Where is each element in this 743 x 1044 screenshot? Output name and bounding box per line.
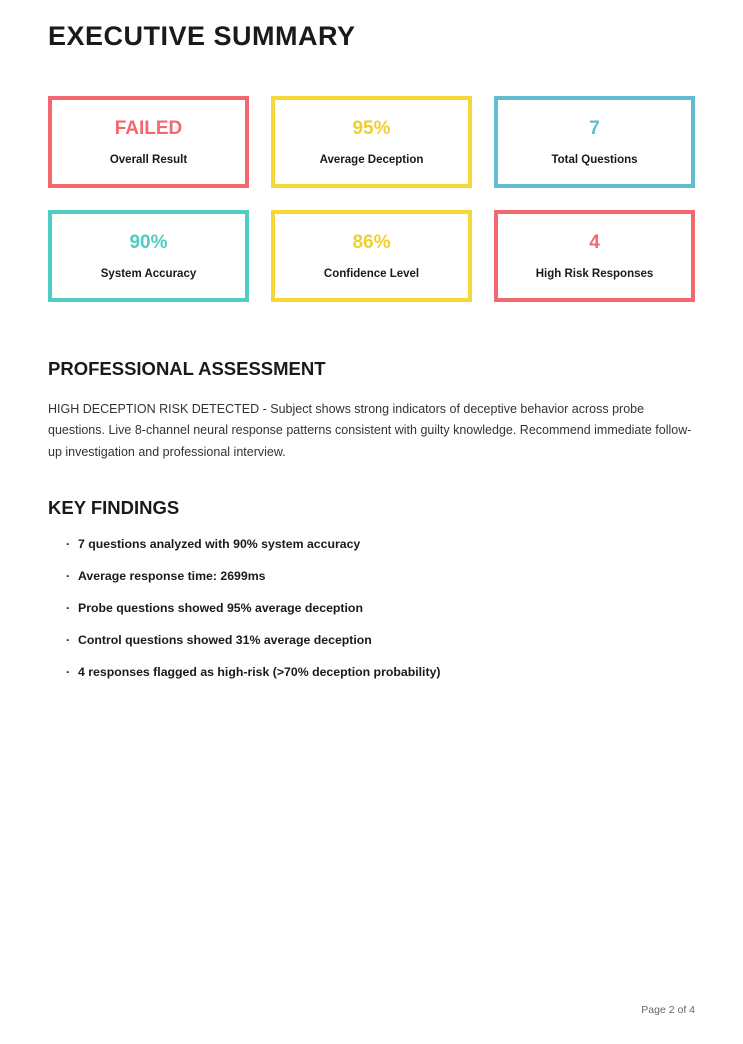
summary-stats-grid bbox=[48, 96, 695, 302]
bullet-glyph: · bbox=[66, 633, 71, 648]
list-item-label: 7 questions analyzed with 90% system accuracy bbox=[78, 537, 361, 552]
page-title: EXECUTIVE SUMMARY bbox=[48, 21, 356, 51]
key-findings-section bbox=[48, 497, 695, 681]
stat-value: 86% bbox=[352, 231, 391, 253]
assessment-body-text: HIGH DECEPTION RISK DETECTED - Subject shows strong indicators of deceptive behavior across probe questions. Live 8-channel neural response patterns consistent with guilty knowledge. Recommend immediate follow-up investigation and professional interview. bbox=[48, 401, 692, 459]
list-item bbox=[66, 537, 695, 553]
stat-card-high-risk-responses bbox=[494, 210, 695, 302]
stat-label: Confidence Level bbox=[323, 267, 420, 280]
stat-value: 90% bbox=[129, 231, 168, 253]
stat-card-overall-result bbox=[48, 96, 249, 188]
list-item-label: Control questions showed 31% average deception bbox=[78, 633, 372, 648]
stat-value: 4 bbox=[589, 231, 600, 253]
bullet-glyph: · bbox=[66, 537, 71, 552]
list-item bbox=[66, 665, 695, 681]
bullet-glyph: · bbox=[66, 601, 71, 616]
page-number-footer: Page 2 of 4 bbox=[641, 1004, 695, 1016]
findings-list bbox=[48, 537, 695, 681]
section-heading-findings: KEY FINDINGS bbox=[48, 497, 180, 519]
list-item-label: 4 responses flagged as high-risk (>70% deception probability) bbox=[78, 665, 441, 680]
stat-label: Total Questions bbox=[551, 153, 638, 166]
list-item-label: Probe questions showed 95% average deception bbox=[78, 601, 363, 616]
stat-card-total-questions bbox=[494, 96, 695, 188]
stat-card-confidence-level bbox=[271, 210, 472, 302]
stat-label: Overall Result bbox=[109, 153, 188, 166]
stat-label: Average Deception bbox=[319, 153, 424, 166]
section-heading-assessment: PROFESSIONAL ASSESSMENT bbox=[48, 358, 326, 380]
list-item-label: Average response time: 2699ms bbox=[78, 569, 266, 584]
professional-assessment-section bbox=[48, 358, 695, 463]
bullet-glyph: · bbox=[66, 665, 71, 680]
list-item bbox=[66, 569, 695, 585]
stat-value: 95% bbox=[352, 117, 391, 139]
list-item bbox=[66, 633, 695, 649]
stat-label: System Accuracy bbox=[100, 267, 197, 280]
bullet-glyph: · bbox=[66, 569, 71, 584]
stat-card-system-accuracy bbox=[48, 210, 249, 302]
stat-card-average-deception bbox=[271, 96, 472, 188]
list-item bbox=[66, 601, 695, 617]
stat-label: High Risk Responses bbox=[535, 267, 654, 280]
stat-value: FAILED bbox=[114, 117, 183, 139]
stat-value: 7 bbox=[589, 117, 600, 139]
